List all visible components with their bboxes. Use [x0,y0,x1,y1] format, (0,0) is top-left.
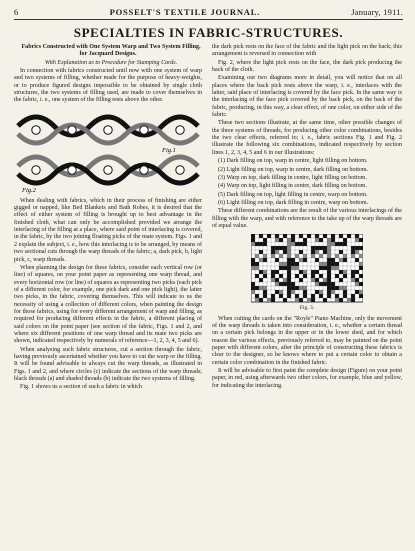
right-paragraph-7: It will be advisable to first paint the complete design (Figure) on your point paper, in red, using afterwards two other colors, for example, blue and yellow, for indicating the interlacing. [212,368,402,389]
page-number: 6 [14,7,19,17]
fabric-section-figures [14,108,202,194]
left-column [14,44,202,393]
combination-item: (2) Light filling on top, warp in centre, dark filling on bottom. [218,166,369,173]
right-paragraph-2: Fig. 2, where the light pick rests on the face, the dark pick producing the back of the cloth. [212,59,402,74]
right-paragraph-3: Examining our two diagrams more in detail, you will notice that on all places where the back pick rests above the warp, i. e., interlaces with the latter, said place of interlacing is covered by the face pick. In the same way is the interlacing of the face pick covered by the back pick, on the back of the fabric, producing, in this way, a clear effect, of one color, on either side of the fabric. [212,75,402,119]
fig1-section [18,117,198,154]
fig2-section [18,157,198,194]
combination-item: (4) Warp on top, light filling in centre, dark filling on bottom. [218,183,367,190]
fig1-label: Fig.1 [162,146,176,154]
article-subsubhead: With Explanation as to Procedure for Stamping Cards. [44,59,178,66]
point-paper-design-figure [251,234,363,304]
fig3-container [212,234,402,312]
left-paragraph-2: When dealing with fabrics, which in their process of finishing are either gigged or napped, like Bed Blankets and Bath Robes, it is desired that the effect of either system of filling is brought up to best advantage in the finished cloth, what can only be accomplished provided we arrange the interlacing of the filling at a place, where said point of interlacing is covered, in the fabric, by the two joining floating picks of the mate system. Figs. 1 and 2 explain the subject, i. e., how this interlacing is to be arranged, by means of two sectional cuts through the warp threads of the fabric; a, dark pick, b, light pick, c, warp threads. [14,197,202,263]
combination-item: (1) Dark filling on top, warp in centre, light filling on bottom. [218,158,368,165]
issue-date: January, 1911. [351,7,403,17]
right-paragraph-6: When cutting the cards on the "Royle" Piano Machine, only the movement of the warp threads is taken into consideration, i. e., whether a certain thread on a certain pick belongs in the upper or in the lower shed, and for which reason the various effects, previously referred to, may be painted on the point paper with different colors, after the principle of constructing these fabrics is clear to the designer, so he knows where to put a certain color to obtain a certain color combination in the finished fabric. [212,315,402,366]
right-paragraph-5: These different combinations are the result of the various interlacings of the filling with the warp, and with reference to the take up of the warp threads are of equal value. [212,208,402,229]
left-paragraph-5: Fig. 1 shows us a section of such a fabric in which [20,384,142,391]
combination-item: (6) Light filling on top, dark filling in centre, warp on bottom. [218,199,369,206]
fig2-label: Fig.2 [22,186,36,194]
article-subhead: Fabrics Constructed with One System Warp and Two System Filling, for Jacquard Designs. [21,44,201,58]
left-paragraph-3: When planning the design for these fabrics, consider each vertical row (or line) of squares, on your point paper as representing one warp thread, and every horizontal row (or line) of squares as representing two picks (each pick of a different color, for example, one pick dark and one pick light), the latter two picks, in the fabric, covering themselves. This will indicate to us the necessity of using a collection of different colors, when painting the design for those fabrics, using for every different arrangement of warp and filling, as required for producing different effects in the fabric, a different placing of said colors on the point paper (see section of the fabric, Figs. 1 and 2, and where six different positions of one warp thread and its mate two picks are shown, indicated respectively by numerals of reference—1, 2, 3, 4, 5 and 6). [14,264,202,345]
right-paragraph-4: These two sections illustrate, at the same time, other possible changes of the three systems of threads, for producing other color combinations, besides the two clear effects, referred to; i. e., fabric sections Fig. 1 and Fig. 2 illustrate the following six combinations, indicated respectively by section lines 1, 2, 3, 4, 5 and 6 in our illustrations: [212,120,402,156]
left-paragraph-1: In connection with fabrics constructed until now with one system of warp and two systems of filling, whether made for the purpose of heavy-weights, or to produce figured designs impossible to be obtained by single cloth structures, the two systems of filling used, are made to cover themselves in the fabric, i. e., one system of the filling rests above the other. [14,68,202,104]
right-column [212,44,402,391]
header-rule [14,19,403,20]
fig3-caption: Fig. 3. [299,305,315,312]
combination-item: (3) Warp on top, dark filling in centre, light filling on bottom. [218,174,367,181]
combination-item: (5) Dark filling on top, light filling in centre, warp on bottom. [218,191,368,198]
left-paragraph-4: When analysing such fabric structures, cut a section through the fabric, having previously ascertained whether you have to cut the warp or the filling. It will be found advisable to always cut the warp threads, as illustrated in Figs. 1 and 2, and where circles (c) indicate the sections of the warp threads; black threads (a) and shaded threads (b) indicate the two systems of filling. [14,346,202,382]
right-paragraph-1: the dark pick rests on the face of the fabric and the light pick on the back; this arrangement is reversed in connection with [212,44,402,58]
article-headline: SPECIALTIES IN FABRIC-STRUCTURES. [73,25,344,40]
running-header [14,6,403,18]
journal-title: POSSELT'S TEXTILE JOURNAL. [109,7,261,17]
